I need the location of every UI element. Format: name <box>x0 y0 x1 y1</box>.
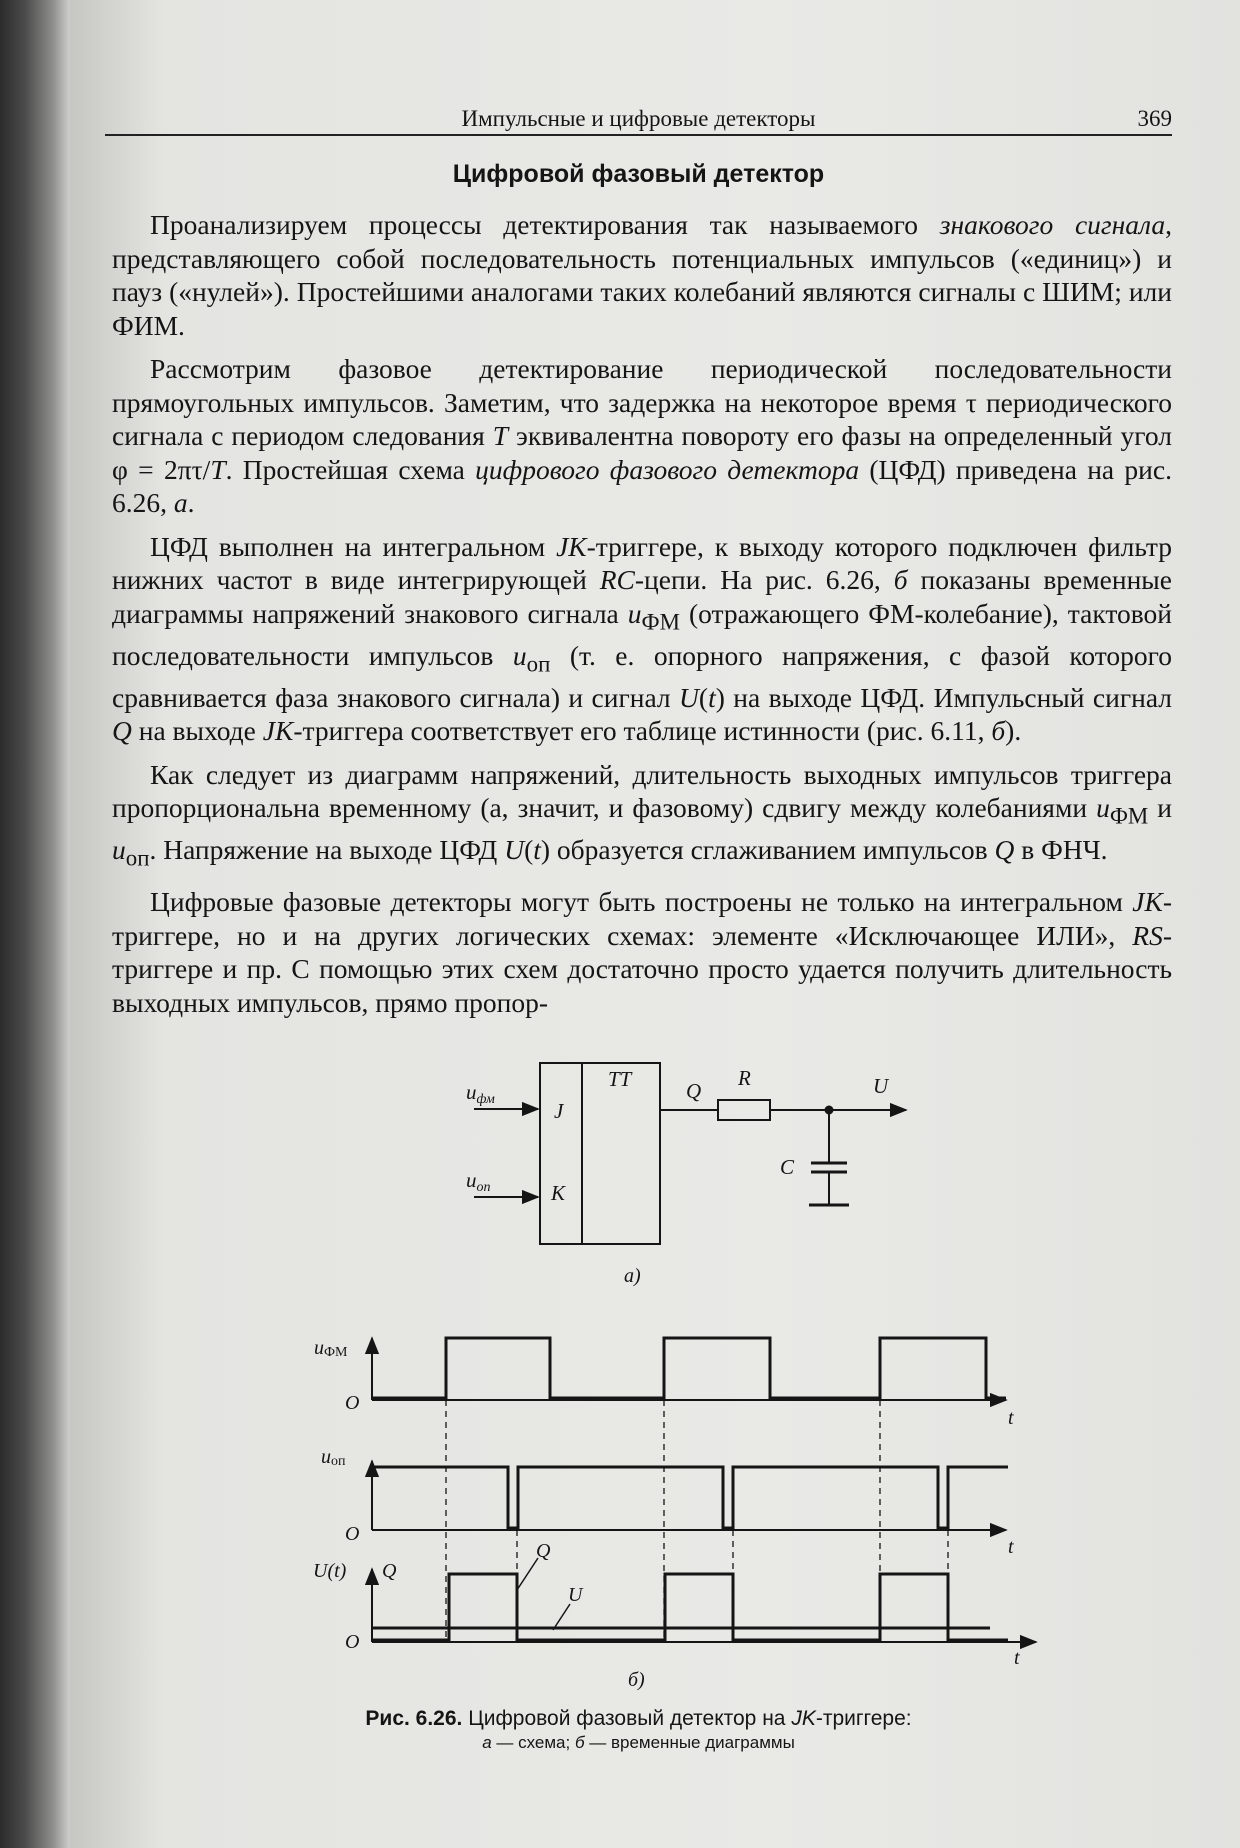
capacitor-label: C <box>780 1155 795 1179</box>
output-q-label: Q <box>686 1079 702 1103</box>
paragraph-1: Проанализируем процессы детектирования так называемого знакового сигнала, представляющего собой последовательность потенциальных импульсов («единиц») и пауз («нулей»). Простейшими аналогами таких колебаний являются сигналы с ШИМ; или ФИМ. <box>112 209 1172 341</box>
timing-sublabel: б) <box>628 1669 645 1691</box>
section-title: Цифровой фазовый детектор <box>452 160 825 188</box>
pin-j-label: J <box>554 1099 564 1123</box>
schematic-sublabel: а) <box>624 1265 641 1287</box>
resistor-label: R <box>738 1066 751 1090</box>
running-title: Импульсные и цифровые детекторы <box>461 106 816 131</box>
ufm-zero-label: O <box>345 1392 360 1414</box>
ut-axis-label: U(t) <box>313 1560 347 1582</box>
caption-subtitle: а — схема; б — временные диаграммы <box>482 1733 795 1752</box>
ufm-t-label: t <box>1008 1407 1014 1429</box>
ufm-axis-label: uФМ <box>314 1337 348 1360</box>
paragraph-2: Рассмотрим фазовое детектирование периодической последовательности прямоугольных импульсов. Заметим, что задержка на некоторое время τ периодического сигнала с периодом следования T эквивалентна повороту его фазы на определенный угол φ = 2πτ/T. Простейшая схема цифрового фазового детектора (ЦФД) приведена на рис. 6.26, а. <box>112 353 1172 518</box>
ut-zero-label: O <box>345 1631 360 1653</box>
paragraph-4: Как следует из диаграмм напряжений, длительность выходных импульсов триггера пропорциональна временному (а, значит, и фазовому) сдвигу между колебаниями $u_{ФМ}$ и $u_{оп}$. Напряжение на выходе ЦФД U(t) образуется сглаживанием импульсов Q в ФНЧ. <box>112 758 1173 871</box>
paragraph-5: Цифровые фазовые детекторы могут быть построены не только на интегральном JK-триггере, но и на других логических схемах: элементе «Исключающее ИЛИ», RS-триггере и пр. С помощью этих схем достаточно просто удается получить длительность выходных импульсов, прямо пропор- <box>112 886 1172 1018</box>
pin-k-label: K <box>551 1181 566 1205</box>
input-uop-label: uоп <box>466 1168 491 1195</box>
ut-t-label: t <box>1014 1647 1020 1669</box>
page-number: 369 <box>1137 106 1172 131</box>
u-curve-label: U <box>568 1584 583 1606</box>
q-axis-label: Q <box>382 1560 397 1582</box>
uop-axis-label: uоп <box>321 1446 346 1469</box>
output-u-label: U <box>873 1074 889 1098</box>
uop-zero-label: O <box>345 1523 360 1545</box>
body-text <box>112 208 1172 1029</box>
uop-t-label: t <box>1008 1536 1014 1558</box>
input-ufm-label: uфм <box>466 1080 495 1107</box>
caption-title: Рис. 6.26. Цифровой фазовый детектор на JK-триггере: <box>365 1707 912 1730</box>
trigger-label: TT <box>608 1067 632 1091</box>
paragraph-3: ЦФД выполнен на интегральном JK-триггере, к выходу которого подключен фильтр нижних частот в виде интегрирующей RC-цепи. На рис. 6.26, б показаны временные диаграммы напряжений знакового сигнала $u_{ФМ}$ (отражающего ФМ-колебание), тактовой последовательности импульсов $u_{оп}$ (т. е. опорного напряжения, с фазой которого сравнивается фаза знакового сигнала) и сигнал U(t) на выходе ЦФД. Импульсный сигнал Q на выходе JK-триггера соответствует его таблице истинности (рис. 6.11, б). <box>112 530 1173 746</box>
q-curve-label: Q <box>536 1540 551 1562</box>
running-head <box>105 104 1172 136</box>
figure-caption <box>105 1707 1172 1753</box>
book-spine-shadow <box>0 0 70 1848</box>
